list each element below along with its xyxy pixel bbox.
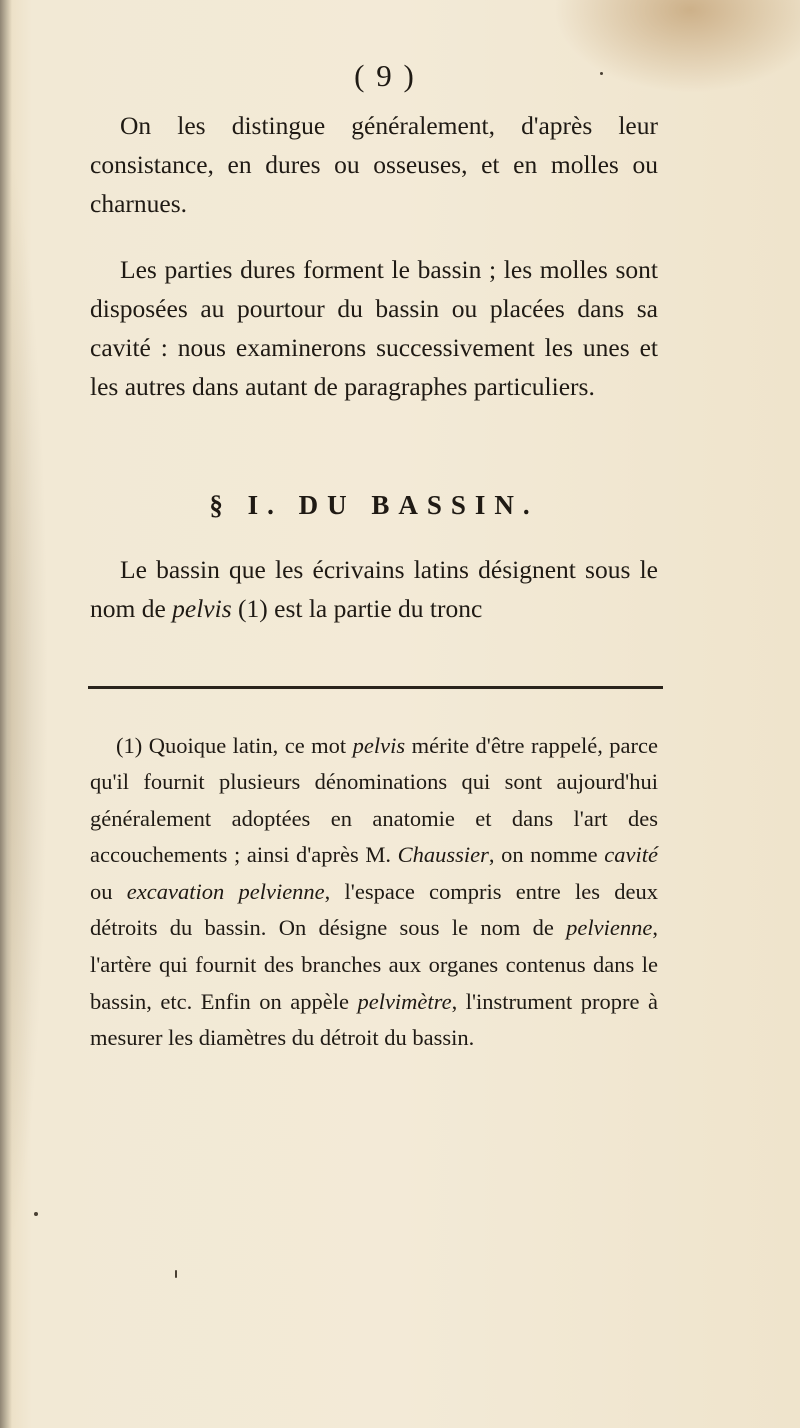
paragraph-3 (90, 550, 658, 628)
paragraph-1 (90, 106, 658, 223)
footnote-text-6: , l'artère qui fournit des branches aux organes contenus dans le bassin, etc. Enfin on appèle (90, 915, 658, 1014)
footnote-text-3: , on nomme (488, 842, 605, 868)
footnote (90, 728, 658, 1057)
footnote-marker: (1) (116, 732, 143, 758)
footnote-text-4: ou (90, 878, 127, 904)
paragraph-2 (90, 250, 658, 406)
footnote-text-2: mérite d'être rappelé, parce qu'il fournit plusieurs dénominations qui sont aujourd'hui généralement adoptées en anatomie et dans l'art des accouchements ; ainsi d'après M. (90, 732, 658, 868)
paragraph-3-after: (1) est la partie du tronc (231, 594, 483, 623)
pelvis-term: pelvis (172, 594, 232, 623)
paragraph-1-text: On les distingue généralement, d'après leur consistance, en dures ou osseuses, et en molles ou charnues. (90, 111, 658, 218)
section-heading: § I. DU BASSIN. (209, 490, 539, 520)
page-number: ( 9 ) (354, 58, 416, 93)
ink-speck (175, 1270, 177, 1278)
footnote-italic-pelvis: pelvis (352, 732, 406, 758)
footnote-italic-pelvienne: pelvienne (566, 915, 653, 941)
footnote-text-1: Quoique latin, ce mot (142, 732, 353, 758)
footnote-italic-excavation: excavation pelvienne (126, 878, 325, 904)
footnote-text-7: , l'instrument propre à mesurer les diamètres du détroit du bassin. (90, 988, 658, 1051)
ink-speck (34, 1212, 38, 1216)
footnote-italic-cavite: cavité (604, 842, 658, 868)
footnote-text-5: , l'espace compris entre les deux détroits du bassin. On désigne sous le nom de (90, 878, 659, 941)
binding-gutter (0, 0, 12, 1428)
ink-speck (600, 72, 603, 75)
paragraph-3-text (90, 550, 658, 628)
footnote-divider (88, 686, 663, 689)
footnote-italic-pelvimetre: pelvimètre (357, 988, 452, 1014)
footnote-italic-chaussier: Chaussier (397, 842, 489, 868)
paragraph-3-before: Le bassin que les écrivains latins désignent sous le nom de (90, 555, 658, 623)
paragraph-2-text: Les parties dures forment le bassin ; les molles sont disposées au pourtour du bassin ou placées dans sa cavité : nous examinerons successivement les unes et les autres dans autant de paragraphes particuliers. (90, 255, 658, 401)
